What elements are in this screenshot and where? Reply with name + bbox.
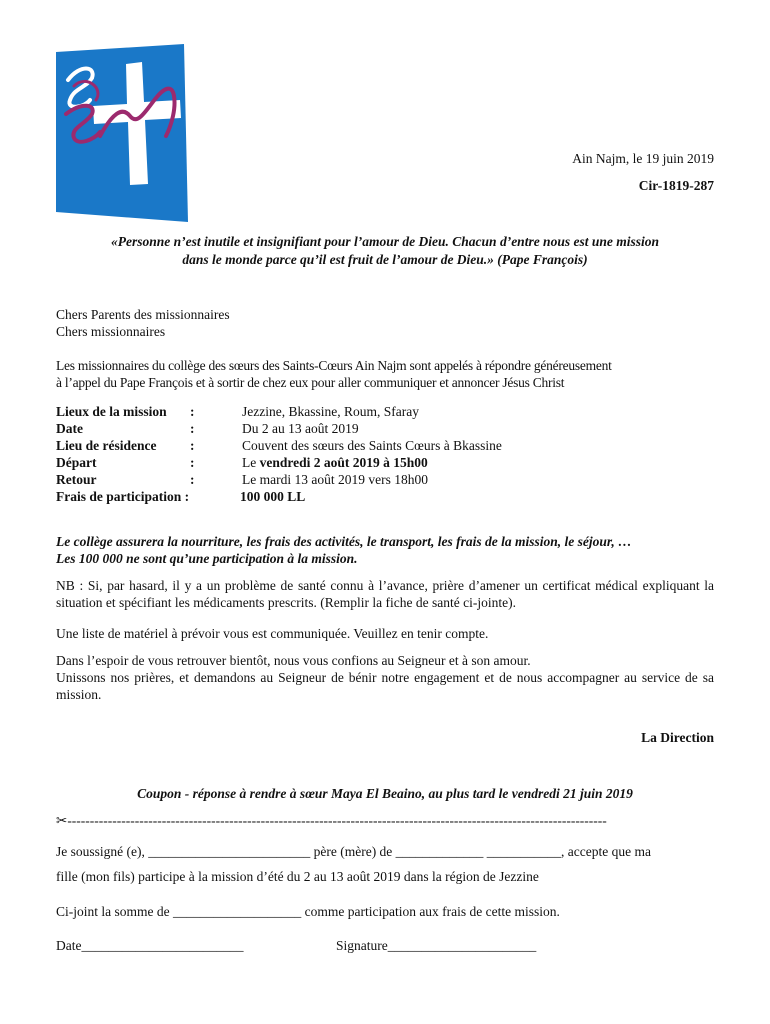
info-colon: : xyxy=(190,404,195,419)
cut-dashes: ------------------------------------------------------------------------------------------------------------------------ xyxy=(67,813,607,828)
info-colon: : xyxy=(190,421,195,436)
direction-signature: La Direction xyxy=(641,730,714,745)
pope-quote xyxy=(56,233,714,269)
coupon-line-2: fille (mon fils) participe à la mission d’été du 2 au 13 août 2019 dans la région de Jezzine xyxy=(56,869,539,884)
info-label: Départ xyxy=(56,455,97,470)
coupon-line-3: Ci-joint la somme de ___________________ comme participation aux frais de cette mission. xyxy=(56,904,560,919)
coupon-title: Coupon - réponse à rendre à sœur Maya El Beaino, au plus tard le vendredi 21 juin 2019 xyxy=(137,786,633,801)
info-value-prefix: Le xyxy=(242,455,260,470)
closing-line-2: Unissons nos prières, et demandons au Seigneur de bénir notre engagement et de nous accompagner au service de sa mission. xyxy=(56,670,714,702)
info-row-retour xyxy=(56,471,714,488)
info-colon: : xyxy=(190,438,195,453)
intro-line-1: Les missionnaires du collège des sœurs des Saints-Cœurs Ain Najm sont appelés à répondre généreusement xyxy=(56,358,612,373)
info-row-residence xyxy=(56,437,714,454)
greeting-line-1: Chers Parents des missionnaires xyxy=(56,307,230,322)
intro-paragraph xyxy=(56,357,714,391)
closing-line-1: Dans l’espoir de vous retrouver bientôt, nous vous confions au Seigneur et à son amour. xyxy=(56,653,531,668)
info-value xyxy=(242,454,428,471)
info-value: Couvent des sœurs des Saints Cœurs à Bkassine xyxy=(242,438,502,453)
materials-paragraph: Une liste de matériel à prévoir vous est communiquée. Veuillez en tenir compte. xyxy=(56,626,489,641)
quote-line-2: dans le monde parce qu’il est fruit de l’amour de Dieu.» (Pape François) xyxy=(182,252,588,267)
closing-paragraph xyxy=(56,652,714,703)
info-value: Du 2 au 13 août 2019 xyxy=(242,421,359,436)
info-colon: : xyxy=(190,472,195,487)
nb-paragraph: NB : Si, par hasard, il y a un problème de santé connu à l’avance, prière d’amener un certificat médical expliquant la situation et spécifiant les médicaments prescrits. (Remplir la fiche de santé ci-jointe). xyxy=(56,578,714,610)
info-colon: : xyxy=(190,455,195,470)
college-note xyxy=(56,533,714,567)
info-label: Lieux de la mission xyxy=(56,404,167,419)
circular-reference: Cir-1819-287 xyxy=(638,178,714,193)
coupon-signature-field: Signature______________________ xyxy=(336,938,537,953)
quote-line-1: «Personne n’est inutile et insignifiant pour l’amour de Dieu. Chacun d’entre nous est une mission xyxy=(111,234,659,249)
info-value: 100 000 LL xyxy=(240,489,306,504)
info-label: Date xyxy=(56,421,83,436)
info-row-date xyxy=(56,420,714,437)
intro-line-2: à l’appel du Pape François et à sortir de chez eux pour aller communiquer et annoncer Jésus Christ xyxy=(56,375,565,390)
greeting-line-2: Chers missionnaires xyxy=(56,324,166,339)
cut-line xyxy=(56,812,714,829)
info-value-bold: vendredi 2 août 2019 à 15h00 xyxy=(259,455,428,470)
info-label: Retour xyxy=(56,472,97,487)
college-note-line-2: Les 100 000 ne sont qu’une participation à la mission. xyxy=(56,551,358,566)
info-row-depart xyxy=(56,454,714,471)
info-row-frais xyxy=(56,488,714,505)
info-label: Frais de participation : xyxy=(56,489,190,504)
coupon-line-1: Je soussigné (e), ________________________ père (mère) de _____________ ___________, accepte que ma xyxy=(56,844,651,859)
greeting xyxy=(56,306,714,340)
school-logo xyxy=(56,44,188,222)
college-note-line-1: Le collège assurera la nourriture, les frais des activités, le transport, les frais de la mission, le séjour, … xyxy=(56,534,632,549)
info-value: Le mardi 13 août 2019 vers 18h00 xyxy=(242,472,428,487)
info-row-lieux xyxy=(56,403,714,420)
info-value: Jezzine, Bkassine, Roum, Sfaray xyxy=(242,404,419,419)
info-label: Lieu de résidence xyxy=(56,438,157,453)
place-date: Ain Najm, le 19 juin 2019 xyxy=(572,151,714,166)
scissors-icon: ✂ xyxy=(56,813,68,828)
coupon-date-field: Date________________________ xyxy=(56,938,244,953)
